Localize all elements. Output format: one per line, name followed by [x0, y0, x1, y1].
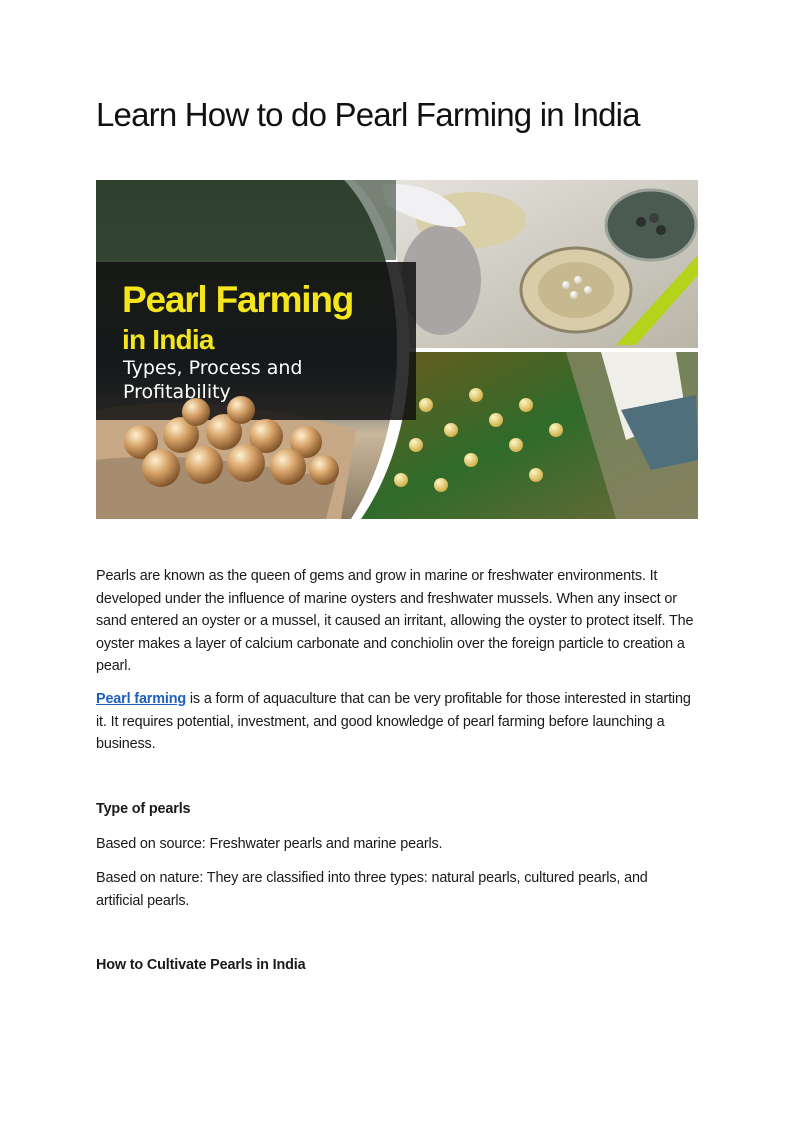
- nature-paragraph: Based on nature: They are classified into three types: natural pearls, cultured pearls, and artificial pearls.: [96, 870, 648, 909]
- hero-subtitle-2: Profitability: [123, 381, 231, 403]
- farming-paragraph: [96, 688, 698, 756]
- pearl-farming-link[interactable]: Pearl farming: [96, 691, 187, 707]
- cultivate-heading: How to Cultivate Pearls in India: [96, 957, 306, 973]
- hero-subtitle-1: Types, Process and: [123, 357, 303, 379]
- page-title: Learn How to do Pearl Farming in India: [96, 96, 640, 133]
- types-heading: Type of pearls: [96, 801, 191, 817]
- farming-paragraph-text: is a form of aquaculture that can be very profitable for those interested in starting it. It requires potential, investment, and good knowledge of pearl farming before launching a business.: [96, 691, 691, 752]
- hero-headline-1: Pearl Farming: [122, 279, 354, 320]
- intro-paragraph: Pearls are known as the queen of gems and grow in marine or freshwater environments. It developed under the influence of marine oysters and freshwater mussels. When any insect or sand entered an oyster or a mussel, it caused an irritant, allowing the oyster to protect itself. The oyster makes a layer of calcium carbonate and conchiolin over the foreign particle to creation a pearl.: [96, 568, 694, 674]
- hero-headline-2: in India: [122, 324, 214, 355]
- source-paragraph: Based on source: Freshwater pearls and marine pearls.: [96, 836, 443, 852]
